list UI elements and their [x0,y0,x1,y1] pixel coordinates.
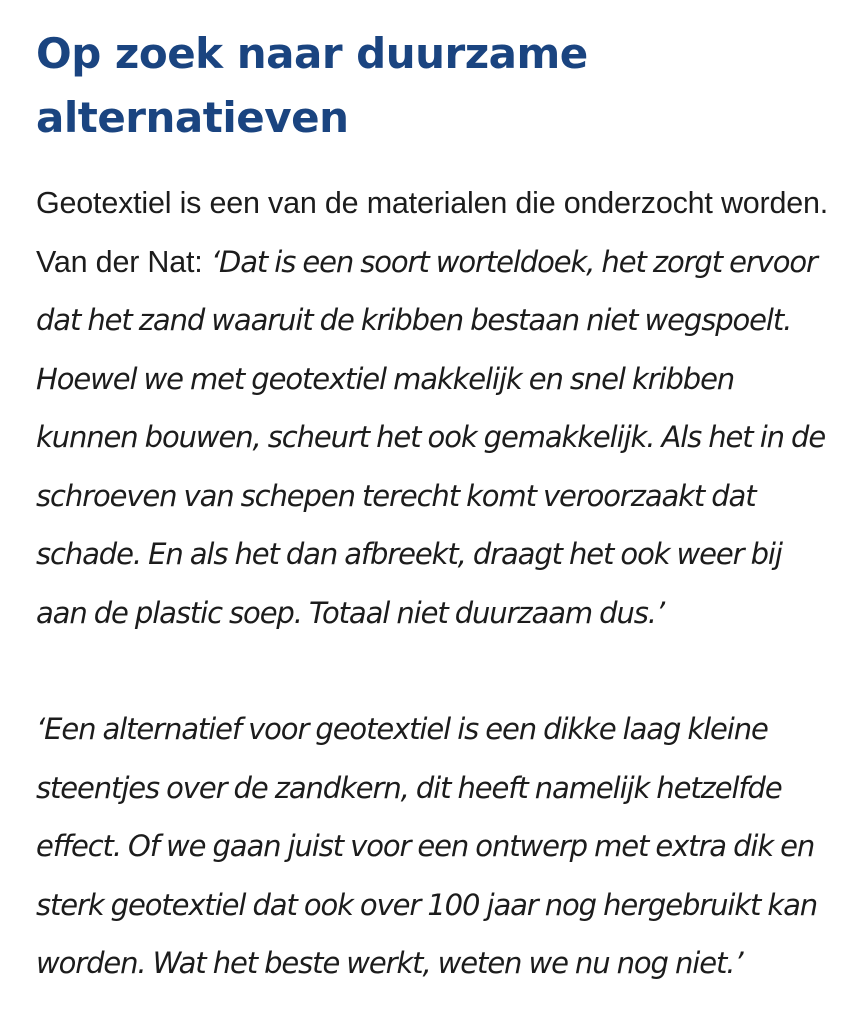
paragraph-2 [36,700,836,993]
paragraph-2-quote: ‘Een alternatief voor geotextiel is een dikke laag kleine steentjes over de zandkern, dit heeft namelijk hetzelfde effect. Of we gaan juist voor een ontwerp met extra dik en sterk geotextiel dat ook over 100 jaar nog hergebruikt kan worden. Wat het beste werkt, weten we nu nog niet.’ [36,712,818,980]
paragraph-1 [36,174,836,642]
paragraph-1-quote: ‘Dat is een soort worteldoek, het zorgt ervoor dat het zand waaruit de kribben bestaan niet wegspoelt. Hoewel we met geotextiel makkelijk en snel kribben kunnen bouwen, scheurt het ook gemakkelijk. Als het in de schroeven van schepen terecht komt veroorzaakt dat schade. En als het dan afbreekt, draagt het ook weer bij aan de plastic soep. Totaal niet duurzaam dus.’ [36,244,826,630]
article-heading: Op zoek naar duurzame alternatieven [36,29,588,142]
article [36,22,836,993]
paragraph-1-intro: Geotextiel is een van de materialen die onderzocht worden. Van der Nat: [36,186,829,279]
